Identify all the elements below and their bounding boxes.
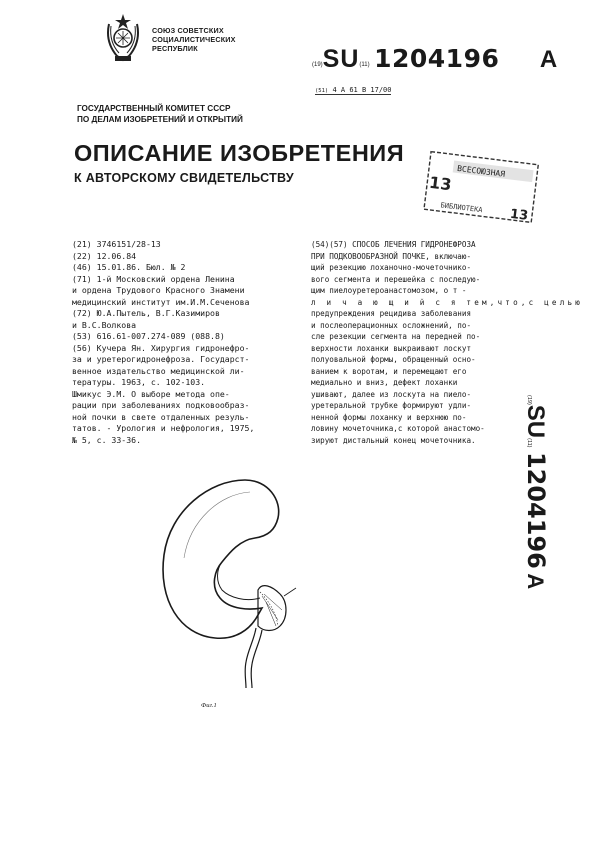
abstract-line: ненной формы лоханку и верхнюю по- [311,412,467,422]
ussr-heading [152,26,236,53]
biblio-line: тературы. 1963, с. 102-103. [72,377,206,387]
abstract-line: зируют дистальный конец мочеточника. [311,435,476,445]
document-number [312,44,557,74]
code-19: (19) [312,62,323,68]
abstract-line: предупреждения рецидива заболевания [311,309,472,318]
figure-label: Фиг.1 [201,702,217,709]
biblio-line: ной почки в свете отдаленных резуль- [72,411,250,422]
committee-line-1: ГОСУДАРСТВЕННЫЙ КОМИТЕТ СССР [77,104,231,113]
abstract-line: ПРИ ПОДКОВООБРАЗНОЙ ПОЧКЕ, включаю- [311,251,472,261]
bibliography [72,239,304,446]
biblio-line: рации при заболеваниях подковообраз- [72,400,250,410]
abstract-line: вого сегмента и перешейка с последую- [311,274,481,284]
stamp-number-2: 13 [509,206,529,224]
biblio-line: и ордена Трудового Красного Знамени [72,285,245,295]
biblio-line: за и уретерогидронефроза. Государст- [72,354,250,364]
biblio-line: и В.С.Волкова [72,319,137,330]
biblio-line: венное издательство медицинской ли- [72,365,245,376]
biblio-line: (72) Ю.А.Пытель, В.Г.Казимиров [72,308,220,318]
stamp-line-2: БИБЛИОТЕКА [440,201,483,215]
abstract-line: ловину мочеточника,с которой анастомо- [311,424,485,433]
kidney-figure [150,470,310,690]
biblio-line: (21) 3746151/28-13 [72,239,161,249]
ussr-line-1: СОЮЗ СОВЕТСКИХ [152,26,224,35]
committee-heading [77,103,243,125]
ussr-line-2: СОЦИАЛИСТИЧЕСКИХ [152,35,236,44]
biblio-line: № 5, с. 33-36. [72,434,142,445]
abstract-line: щий резекцию лоханочно-мочеточнико- [311,263,472,272]
stamp-number: 13 [428,172,453,195]
side-code-19: (19) [526,395,532,405]
committee-line-2: ПО ДЕЛАМ ИЗОБРЕТЕНИЙ И ОТКРЫТИЙ [77,115,243,124]
code-11: (11) [359,62,370,68]
abstract-line: щим пиелоуретероанастомозом, о т - [311,286,467,295]
biblio-line: (56) Кучера Ян. Хирургия гидронефро- [72,342,250,353]
ussr-line-3: РЕСПУБЛИК [152,44,198,53]
patent-kind: A [539,46,558,73]
biblio-line: (71) 1-й Московский ордена Ленина [72,273,235,284]
abstract-line: (54)(57) СПОСОБ ЛЕЧЕНИЯ ГИДРОНЕФРОЗА [311,240,476,249]
abstract-line: ванием к воротам, и перемещают его [311,366,467,376]
biblio-line: (22) 12.06.84 [72,250,137,261]
ipc-code: (51) [315,88,329,94]
patent-number: 1204196 [374,44,500,73]
side-patent-number: 1204196 [522,451,550,569]
ussr-emblem-icon [103,12,143,64]
biblio-line: Шмикус Э.М. О выборе метода опе- [72,388,230,399]
side-country-code: SU [522,404,549,439]
country-code: SU [322,45,360,73]
abstract-line: медиально и вниз, дефект лоханки [311,378,458,387]
document-title: ОПИСАНИЕ ИЗОБРЕТЕНИЯ [74,140,405,166]
ipc-classification [315,86,391,95]
biblio-line: медицинский институт им.И.М.Сеченова [72,296,250,307]
side-patent-kind: A [523,573,548,590]
side-document-number [522,395,570,655]
ipc-text: 4 А 61 В 17/00 [332,86,392,94]
stamp-line-1: ВСЕСОЮЗНАЯ [456,163,506,179]
library-stamp [421,150,541,225]
abstract-line: уретеральной трубке формируют удли- [311,401,472,410]
abstract-line: ушивают, далее из лоскута на пиело- [311,389,472,399]
abstract-line: и послеоперационных осложнений, по- [311,320,472,330]
document-subtitle: К АВТОРСКОМУ СВИДЕТЕЛЬСТВУ [74,171,294,185]
abstract-line: л и ч а ю щ и й с я тем,что,с целью [311,297,584,307]
biblio-line: татов. - Урология и нефрология, 1975, [72,423,255,433]
abstract-line: верхности лоханки выкраивают лоскут [311,343,472,353]
side-code-11: (11) [526,438,532,448]
biblio-line: (46) 15.01.86. Бюл. № 2 [72,262,186,272]
abstract-line: полуовальной формы, обращенный осно- [311,355,476,364]
abstract-line: сле резекции сегмента на передней по- [311,332,481,341]
biblio-line: (53) 616.61-007.274-089 (088.8) [72,331,225,341]
